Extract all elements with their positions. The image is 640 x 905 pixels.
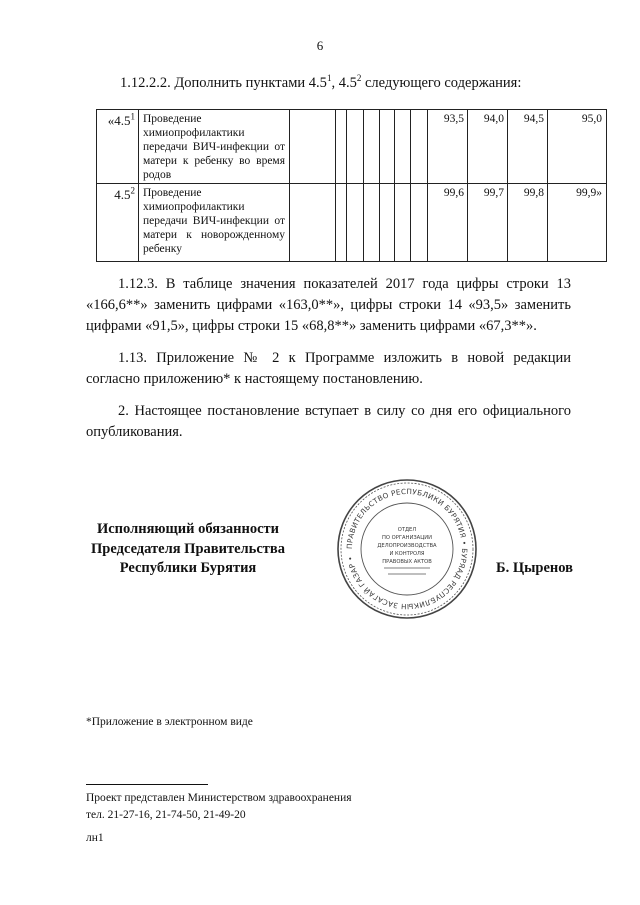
- seal-center-line: ОТДЕЛ: [397, 527, 417, 533]
- value-cell: 95,0: [548, 110, 607, 184]
- empty-cell: [380, 110, 395, 184]
- page-number: 6: [316, 38, 324, 53]
- svg-text:ПРАВИТЕЛЬСТВО РЕСПУБЛИКИ БУРЯТ: [345, 487, 469, 611]
- indicators-table: [96, 109, 607, 262]
- seal-center-line: ДЕЛОПРОИЗВОДСТВА: [377, 543, 437, 549]
- row-description: Проведение химиопрофилактики передачи ВИЧ-инфекции от матери к новорожденному ребенку: [139, 184, 290, 262]
- signatory-title-line: Республики Бурятия: [119, 560, 257, 576]
- paragraph-1-12-3: 1.12.3. В таблице значения показателей 2017 года цифры строки 13 «166,6**» заменить цифрами «163,0**», цифры строки 14 «93,5» заменить цифрами «91,5», цифры строки 15 «68,8**» заменить цифрами «67,3**».: [86, 276, 571, 334]
- paragraph-2: 2. Настоящее постановление вступает в силу со дня его официального опубликования.: [86, 403, 571, 440]
- footer-divider: [86, 784, 208, 785]
- empty-cell: [380, 184, 395, 262]
- empty-cell: [347, 184, 364, 262]
- empty-cell: [411, 110, 428, 184]
- value-cell: 94,0: [468, 110, 508, 184]
- empty-cell: [411, 184, 428, 262]
- seal-center-line: ПО ОРГАНИЗАЦИИ: [381, 535, 433, 541]
- seal-center-line: И КОНТРОЛЯ: [389, 551, 425, 557]
- value-cell: 99,6: [428, 184, 468, 262]
- empty-cell: [347, 110, 364, 184]
- signatory-title-line: Председателя Правительства: [91, 540, 285, 557]
- empty-cell: [336, 110, 347, 184]
- signatory-title: [75, 520, 301, 579]
- empty-cell: [336, 184, 347, 262]
- footer-line: Проект представлен Министерством здравоохранения: [86, 792, 352, 804]
- empty-cell: [395, 184, 411, 262]
- empty-cell: [395, 110, 411, 184]
- empty-cell: [290, 184, 336, 262]
- empty-cell: [364, 184, 380, 262]
- signatory-title-line: Исполняющий обязанности: [96, 521, 280, 537]
- paragraph-1-13: 1.13. Приложение № 2 к Программе изложить в новой редакции согласно приложению* к настоящему постановлению.: [86, 350, 571, 387]
- value-cell: 93,5: [428, 110, 468, 184]
- seal-center-line: ПРАВОВЫХ АКТОВ: [382, 559, 432, 565]
- seal-ring-text: ПРАВИТЕЛЬСТВО РЕСПУБЛИКИ БУРЯТИЯ • БУРЯАД РЕСПУБЛИКЫН ЗАСАГАЙ ГАЗАР •: [344, 486, 470, 612]
- footer-code: лн1: [86, 832, 104, 844]
- value-cell: 99,9»: [548, 184, 607, 262]
- signatory-name: Б. Цыренов: [496, 560, 574, 576]
- row-number: «$4.5^1$: [97, 110, 139, 184]
- value-cell: 99,7: [468, 184, 508, 262]
- value-cell: 99,8: [508, 184, 548, 262]
- empty-cell: [290, 110, 336, 184]
- footer-phone: тел. 21-27-16, 21-74-50, 21-49-20: [86, 809, 246, 821]
- table-row: [97, 184, 607, 262]
- row-description: Проведение химиопрофилактики передачи ВИЧ-инфекции от матери к ребенку во время родов: [139, 110, 290, 184]
- value-cell: 94,5: [508, 110, 548, 184]
- table-row: [97, 110, 607, 184]
- empty-cell: [364, 110, 380, 184]
- footer-info: [86, 790, 352, 847]
- official-seal-stamp: [336, 478, 478, 620]
- row-number: $4.5^2$: [97, 184, 139, 262]
- appendix-footnote: *Приложение в электронном виде: [86, 716, 253, 728]
- intro-paragraph: 1.12.2.2. Дополнить пунктами $4.5^1$, $4.5^2$ следующего содержания:: [120, 73, 522, 91]
